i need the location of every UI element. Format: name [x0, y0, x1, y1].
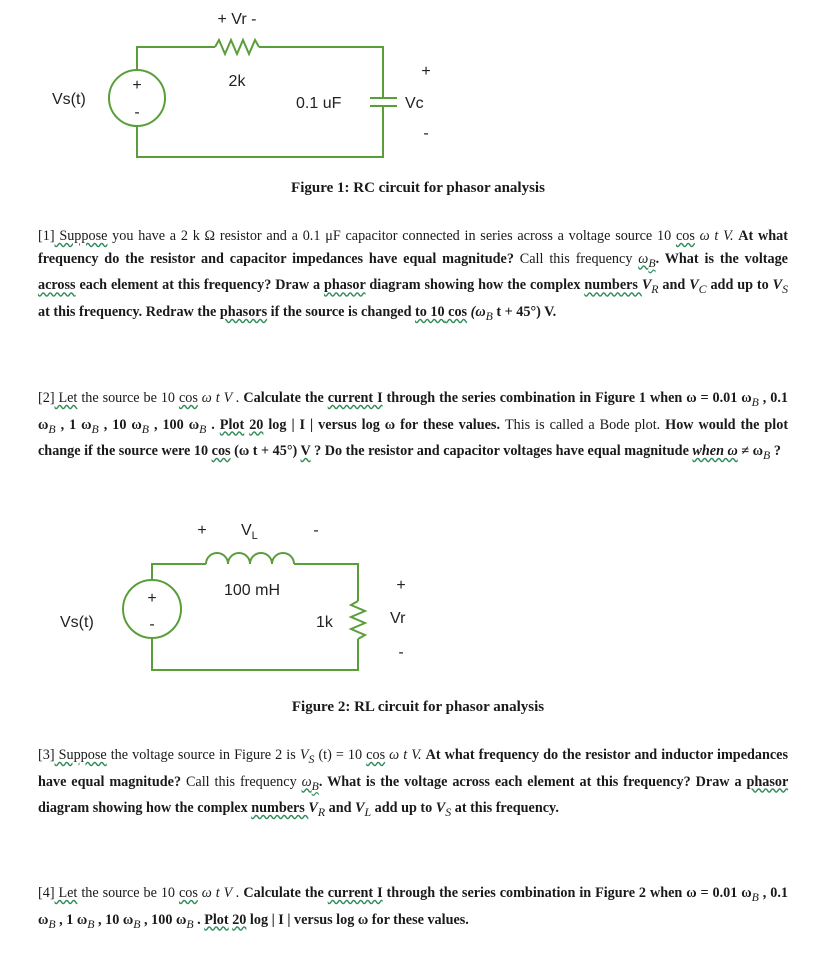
vr-minus: - [398, 644, 404, 661]
source-label: Vs(t) [60, 614, 94, 631]
vr-label: + Vr - [217, 11, 257, 28]
q2-number: [2] [38, 390, 55, 406]
resistor-label: 2k [228, 73, 246, 90]
source-minus: - [134, 104, 140, 121]
wire-top-right [259, 47, 383, 98]
inductor-label: 100 mH [223, 582, 281, 599]
wire-top-left [137, 47, 215, 70]
vl-plus: + [197, 522, 207, 539]
vl-label: $V_L$ [241, 522, 258, 542]
wire-bottom [137, 106, 383, 157]
question-3: [3] Suppose the voltage source in Figure 2 is $V_S$ (t) = 10 cos ω t V. At what frequency do the resistor and inductor impedances have equal magnitude? Call this frequency $\omega_B$. What is the voltage across each element at this frequency? Draw a phasor diagram showing how the complex numbers $V_R$ and $V_L$ add up to $V_S$ at this frequency. [38, 747, 788, 820]
source-plus: + [147, 590, 157, 607]
inductor-100mh [206, 553, 294, 564]
question-4: [4] Let the source be 10 cos ω t V . Calculate the current I through the series combination in Figure 2 when ω = 0.01 $\omega_B$ , 0.1 $\omega_B$ , 1 $\omega_B$ , 10 $\omega_B$ , 100 $\omega_B$ . Plot 20 log | I | versus log ω for these values. [38, 885, 789, 931]
wire-bottom [152, 638, 358, 670]
source-label: Vs(t) [52, 91, 86, 108]
figure-2-caption: Figure 2: RL circuit for phasor analysis [291, 699, 545, 715]
figure-1-rc-circuit [0, 0, 836, 200]
q1-number: [1] [38, 228, 55, 244]
resistor-1k [351, 601, 365, 639]
q3-number: [3] [38, 747, 55, 763]
question-2: [2] Let the source be 10 cos ω t V . Calculate the current I through the series combination in Figure 1 when ω = 0.01 $\omega_B$ , 0.1 $\omega_B$ , 1 $\omega_B$ , 10 $\omega_B$ , 100 $\omega_B$ . Plot 20 log | I | versus log ω for these values. This is called a Bode plot. How would the plot change if the source were 10 cos (ω t + 45°) V ? Do the resistor and capacitor voltages have equal magnitude when $\omega \ne \omega_B$ ? [38, 390, 789, 463]
resistor-label: 1k [316, 614, 333, 631]
vc-label: Vc [405, 95, 424, 112]
capacitor-label: 0.1 uF [296, 95, 342, 112]
q4-number: [4] [38, 885, 55, 901]
vc-minus: - [423, 125, 429, 142]
source-plus: + [132, 77, 142, 94]
vl-minus: - [313, 522, 319, 539]
figure-1-caption: Figure 1: RC circuit for phasor analysis [291, 180, 545, 196]
vr-label: Vr [390, 610, 406, 627]
figure-2-rl-circuit [0, 505, 836, 705]
wire-top-left [152, 564, 206, 580]
resistor-2k [215, 40, 259, 54]
wire-top-right [294, 564, 358, 601]
source-minus: - [149, 616, 155, 633]
question-1: [1] Suppose you have a 2 k Ω resistor and a 0.1 μF capacitor connected in series across a voltage source 10 cos ω t V. At what frequency do the resistor and capacitor impedances have equal magnitude? Call this frequency $\omega_B$. What is the voltage across each element at this frequency? Draw a phasor diagram showing how the complex numbers $V_R$ and $V_C$ add up to $V_S$ at this frequency. Redraw the phasors if the source is changed to 10 $\cos (\omega_B$ t + 45°) V. [38, 228, 788, 323]
vr-plus: + [396, 577, 406, 594]
vc-plus: + [421, 63, 431, 80]
